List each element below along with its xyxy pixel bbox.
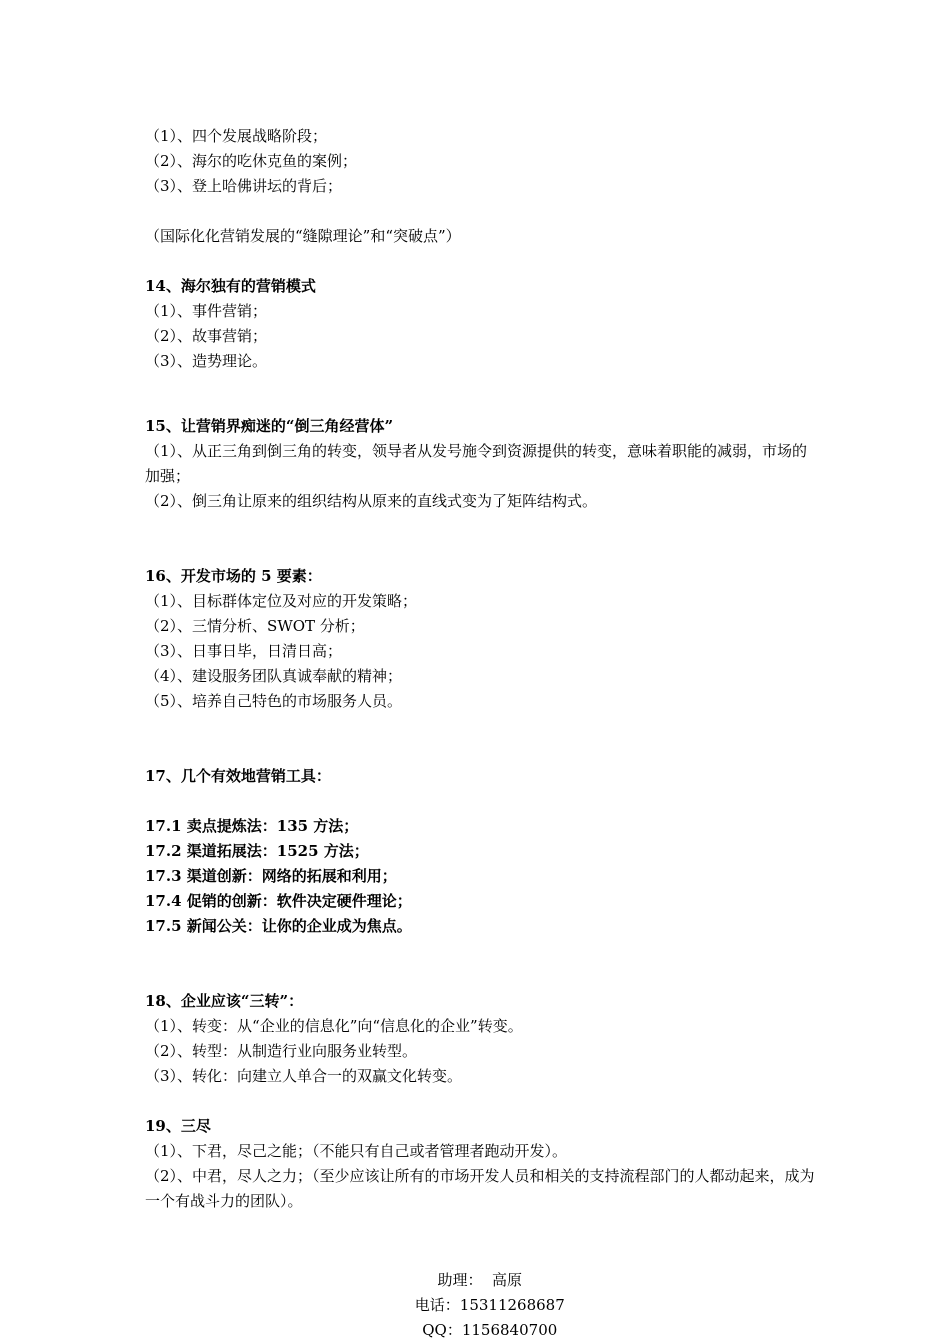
tool-item: 17.1 卖点提炼法：135 方法； (145, 817, 359, 835)
list-item: （3）、造势理论。 (145, 352, 268, 370)
list-item: （1）、从正三角到倒三角的转变，领导者从发号施令到资源提供的转变，意味着职能的减弱，市场的加强； (145, 442, 808, 485)
list-item: （1）、四个发展战略阶段； (145, 127, 328, 145)
section-14 (145, 274, 815, 374)
section-18 (145, 989, 815, 1089)
list-item: （2）、海尔的吃休克鱼的案例； (145, 152, 358, 170)
section-17 (145, 764, 815, 939)
list-item: （5）、培养自己特色的市场服务人员。 (145, 692, 403, 710)
section-heading: 19、三尽 (145, 1117, 211, 1135)
list-item: （1）、转变：从“企业的信息化”向“信息化的企业”转变。 (145, 1017, 523, 1035)
tool-item: 17.3 渠道创新：网络的拓展和利用； (145, 867, 397, 885)
document-body (145, 124, 815, 1214)
section-heading: 16、开发市场的 5 要素： (145, 567, 322, 585)
footer-assistant: 助理： 高原 (437, 1271, 523, 1289)
list-item: （2）、故事营销； (145, 327, 268, 345)
list-item: （4）、建设服务团队真诚奉献的精神； (145, 667, 403, 685)
list-item: （2）、三情分析、SWOT 分析； (145, 617, 365, 635)
list-item: （3）、登上哈佛讲坛的背后； (145, 177, 343, 195)
list-item: （2）、倒三角让原来的组织结构从原来的直线式变为了矩阵结构式。 (145, 492, 598, 510)
section-heading: 15、让营销界痴迷的“倒三角经营体” (145, 417, 394, 435)
section-19 (145, 1114, 815, 1214)
intro-note: （国际化化营销发展的“缝隙理论”和“突破点”） (145, 227, 461, 245)
list-item: （3）、日事日毕，日清日高； (145, 642, 343, 660)
list-item: （1）、目标群体定位及对应的开发策略； (145, 592, 418, 610)
section-heading: 18、企业应该“三转”： (145, 992, 304, 1010)
list-item: （1）、下君，尽己之能；（不能只有自己或者管理者跑动开发）。 (145, 1142, 568, 1160)
intro-list (145, 124, 815, 199)
list-item: （2）、中君，尽人之力；（至少应该让所有的市场开发人员和相关的支持流程部门的人都动起来，成为一个有战斗力的团队）。 (145, 1167, 815, 1210)
section-15 (145, 414, 815, 514)
list-item: （3）、转化：向建立人单合一的双赢文化转变。 (145, 1067, 463, 1085)
section-heading: 17、几个有效地营销工具： (145, 767, 331, 785)
list-item: （2）、转型：从制造行业向服务业转型。 (145, 1042, 418, 1060)
footer-qq: QQ：1156840700 (422, 1321, 558, 1339)
section-heading: 14、海尔独有的营销模式 (145, 277, 316, 295)
page-footer (0, 1243, 950, 1343)
tool-item: 17.4 促销的创新：软件决定硬件理论； (145, 892, 412, 910)
tool-item: 17.5 新闻公关：让你的企业成为焦点。 (145, 917, 412, 935)
footer-phone: 电话：15311268687 (414, 1296, 565, 1314)
list-item: （1）、事件营销； (145, 302, 268, 320)
section-16 (145, 564, 815, 714)
tool-item: 17.2 渠道拓展法：1525 方法； (145, 842, 369, 860)
